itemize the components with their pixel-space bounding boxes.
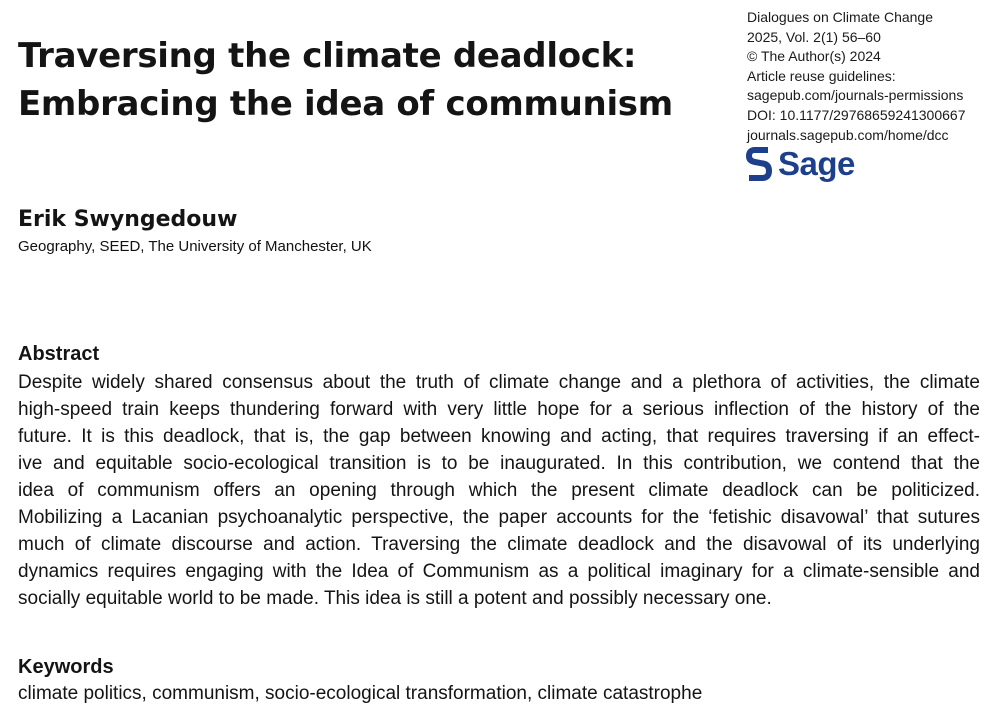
abstract-line: socially equitable world to be made. This idea is still a potent and possibly necessary one. [18,588,772,609]
abstract-body [18,369,980,612]
abstract-line: high-speed train keeps thundering forward with very little hope for a serious inflection of the history of the [18,399,980,420]
journal-name: Dialogues on Climate Change [747,9,933,25]
article-title [18,32,718,128]
journal-homepage-link[interactable]: journals.sagepub.com/home/dcc [747,126,949,143]
keywords-list: climate politics, communism, socio-ecological transformation, climate catastrophe [18,683,703,704]
publisher-name: Sage [778,145,855,182]
abstract-line: future. It is this deadlock, that is, the gap between knowing and acting, that requires traversing if an effect- [18,426,980,447]
doi-link[interactable]: DOI: 10.1177/29768659241300667 [747,106,966,123]
publisher-logo [746,146,855,182]
copyright-notice: © The Author(s) 2024 [747,48,881,65]
abstract-line: Despite widely shared consensus about the truth of climate change and a plethora of activities, the climate [18,372,980,393]
journal-volume: 2025, Vol. 2(1) 56–60 [747,28,881,45]
author-affiliation: Geography, SEED, The University of Manchester, UK [18,238,372,255]
author-name: Erik Swyngedouw [18,207,238,232]
abstract-heading: Abstract [18,343,100,365]
journal-metadata [747,8,997,145]
reuse-guidelines-label: Article reuse guidelines: [747,67,896,84]
abstract-line: much of climate discourse and action. Traversing the climate deadlock and the disavowal of its underlying [18,534,980,555]
abstract-line: Mobilizing a Lacanian psychoanalytic perspective, the paper accounts for the ‘fetishic disavowal’ that sutures [18,507,980,528]
article-title-line-2: Embracing the idea of communism [18,84,673,124]
reuse-guidelines-link[interactable]: sagepub.com/journals-permissions [747,87,964,104]
sage-s-logo-icon [746,146,772,182]
keywords-heading: Keywords [18,656,114,678]
article-title-line-1: Traversing the climate deadlock: [18,36,637,76]
abstract-line: dynamics requires engaging with the Idea of Communism as a political imaginary for a climate-sensible and [18,561,980,582]
abstract-line: idea of communism offers an opening through which the present climate deadlock can be politicized. [18,480,980,501]
abstract-line: ive and equitable socio-ecological transition is to be inaugurated. In this contribution, we contend that the [18,453,980,474]
